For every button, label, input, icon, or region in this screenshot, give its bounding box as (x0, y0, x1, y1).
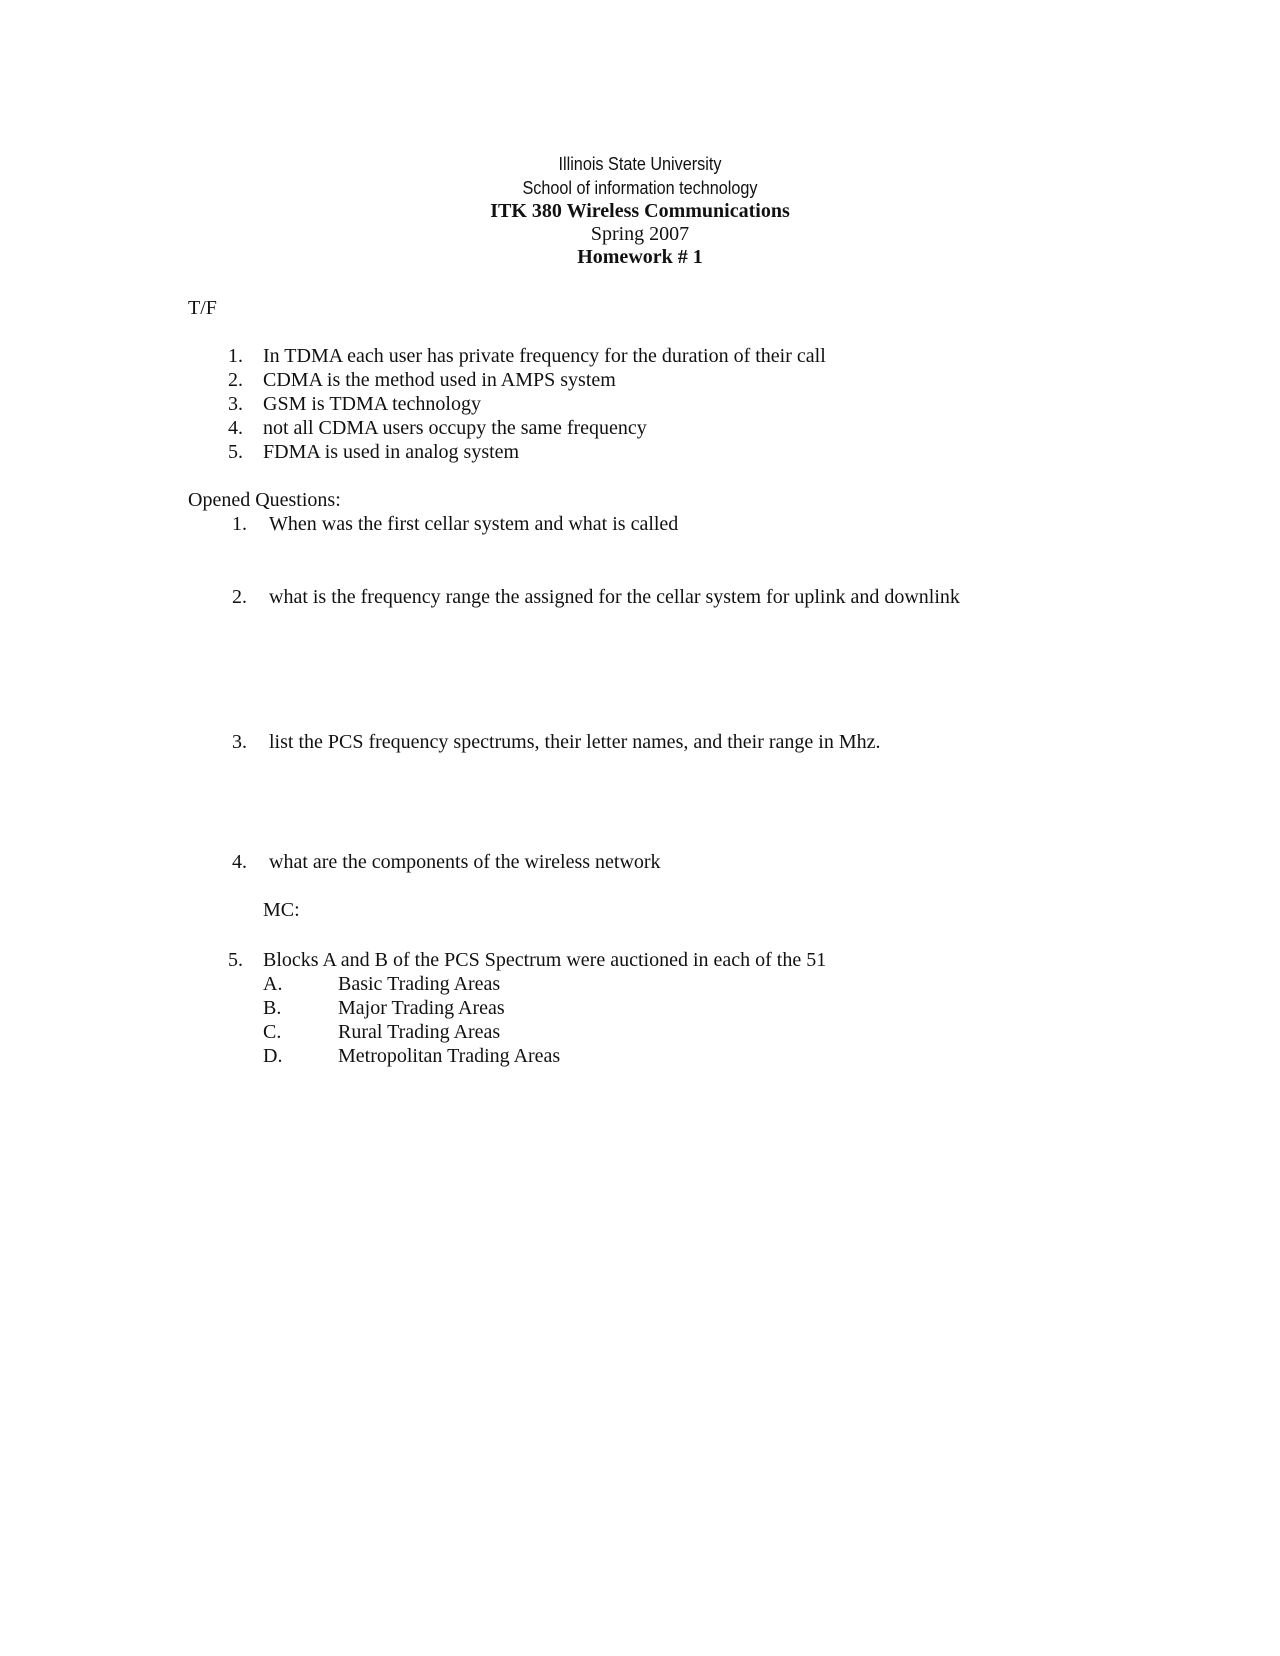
item-number: 1. (228, 345, 243, 367)
item-number: 3. (232, 731, 247, 753)
item-text: list the PCS frequency spectrums, their letter names, and their range in Mhz. (269, 731, 881, 753)
tf-heading: T/F (188, 297, 217, 319)
term: Spring 2007 (590, 223, 690, 245)
assignment-title: Homework # 1 (577, 246, 703, 268)
mc-heading: MC: (263, 899, 300, 921)
item-number: 1. (232, 513, 247, 535)
item-text: When was the first cellar system and what is called (269, 513, 679, 535)
item-text: what are the components of the wireless network (269, 851, 661, 873)
option-letter: D. (263, 1045, 283, 1067)
option-text: Metropolitan Trading Areas (338, 1045, 561, 1067)
item-number: 5. (228, 949, 243, 971)
school-name: School of information technology (522, 178, 758, 198)
option-text: Basic Trading Areas (338, 973, 501, 995)
item-text: Blocks A and B of the PCS Spectrum were auctioned in each of the 51 (263, 949, 827, 971)
item-text: not all CDMA users occupy the same frequency (263, 417, 647, 439)
item-number: 5. (228, 441, 243, 463)
item-text: FDMA is used in analog system (263, 441, 520, 463)
item-number: 3. (228, 393, 243, 415)
option-letter: C. (263, 1021, 282, 1043)
item-number: 2. (228, 369, 243, 391)
option-letter: A. (263, 973, 283, 995)
item-text: CDMA is the method used in AMPS system (263, 369, 616, 391)
item-number: 4. (232, 851, 247, 873)
item-number: 4. (228, 417, 243, 439)
option-letter: B. (263, 997, 282, 1019)
option-text: Rural Trading Areas (338, 1021, 501, 1043)
item-text: In TDMA each user has private frequency for the duration of their call (263, 345, 826, 367)
option-text: Major Trading Areas (338, 997, 505, 1019)
item-text: GSM is TDMA technology (263, 393, 481, 415)
open-questions-heading: Opened Questions: (188, 489, 341, 511)
course-title: ITK 380 Wireless Communications (490, 200, 790, 222)
item-number: 2. (232, 586, 247, 608)
item-text: what is the frequency range the assigned for the cellar system for uplink and downlink (269, 586, 960, 608)
university-name: Illinois State University (558, 154, 722, 174)
